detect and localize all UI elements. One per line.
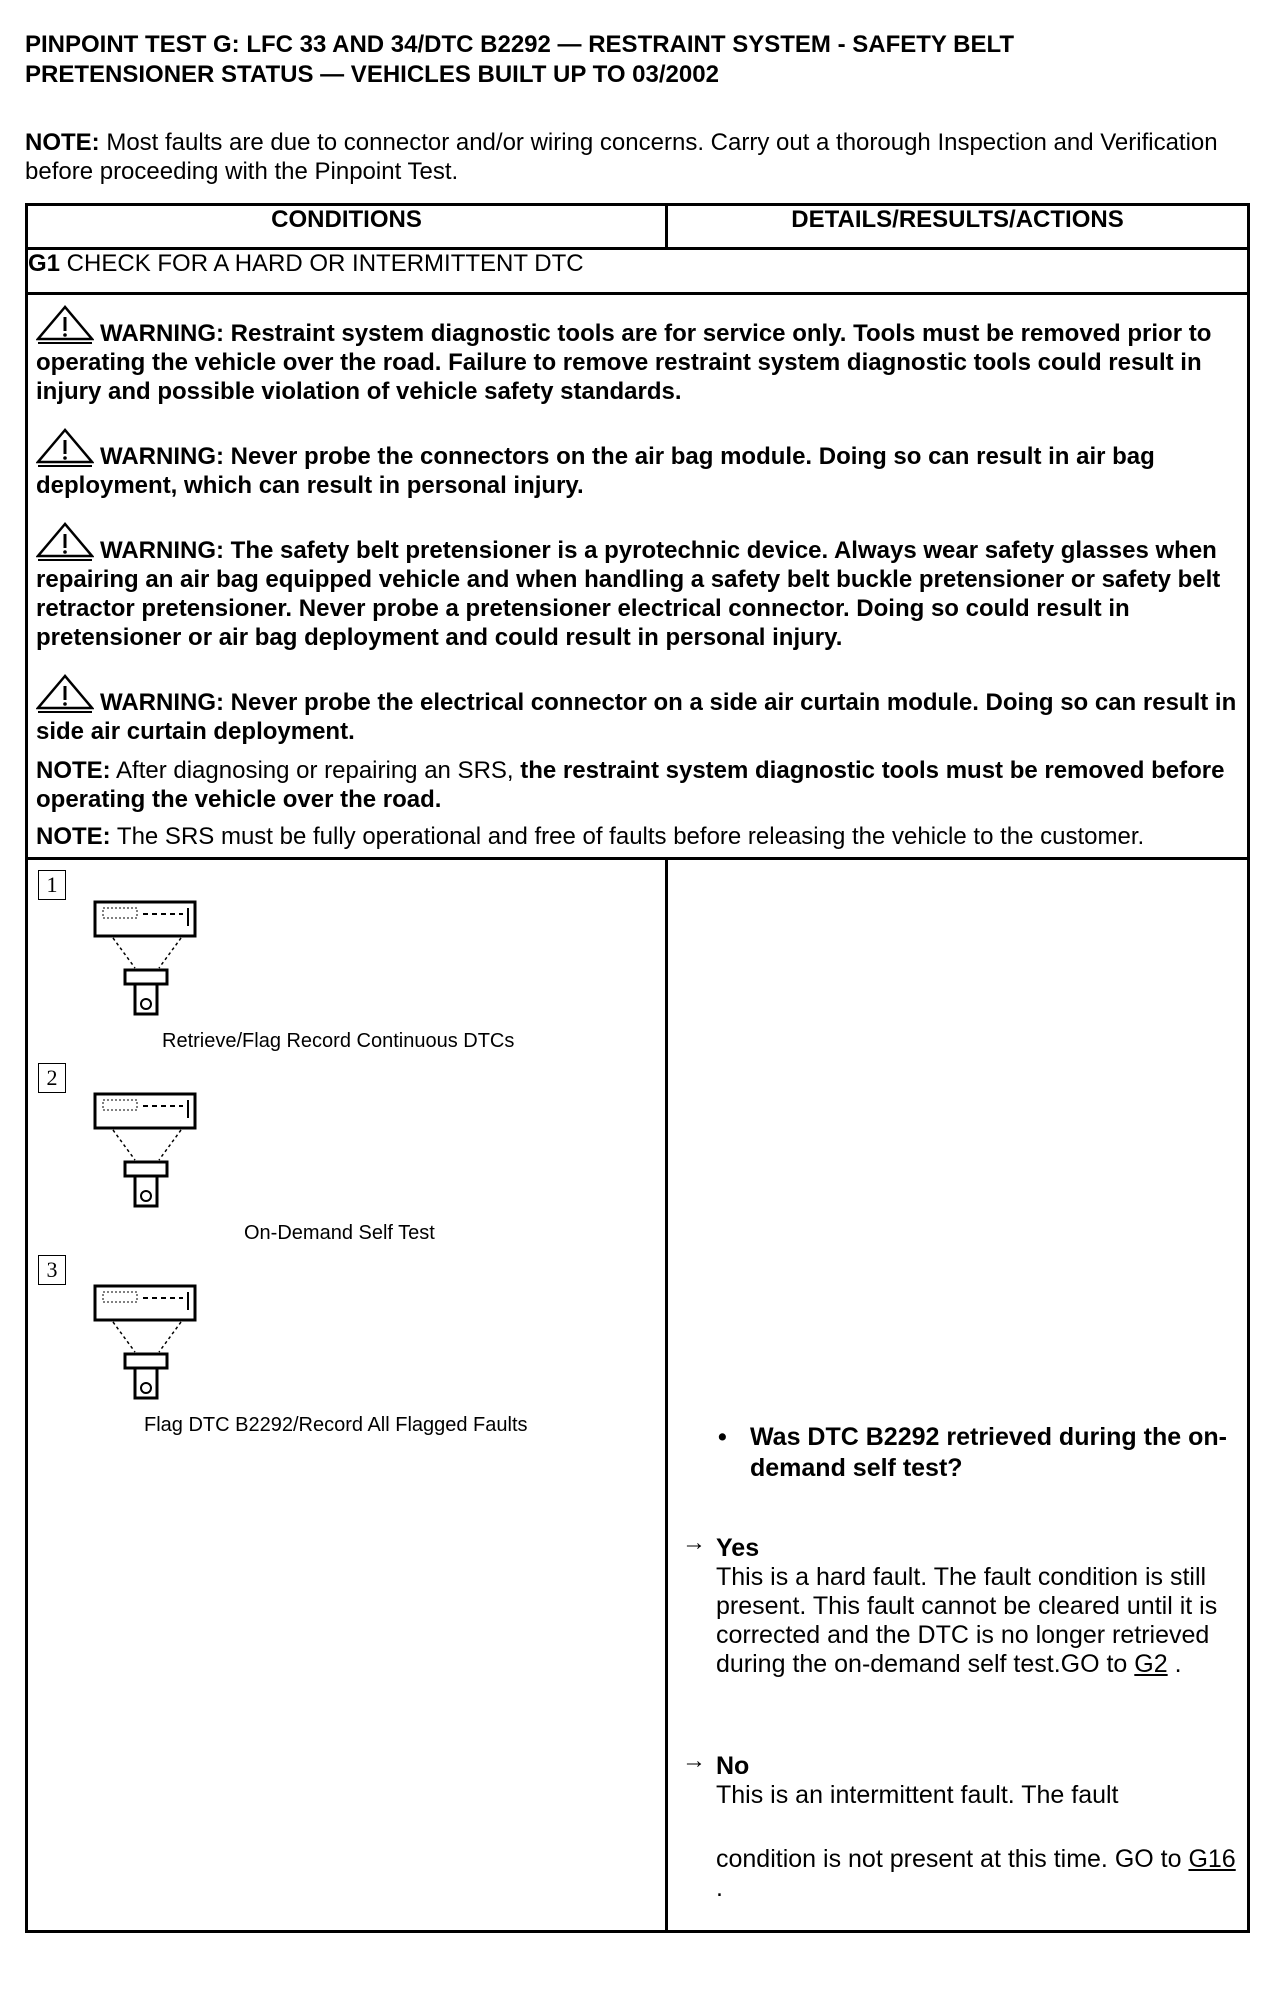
answer-yes-text: This is a hard fault. The fault condition is still present. This fault cannot be cleared until it is corrected and the DTC is no longer retrieved during the on-demand self test.GO to	[716, 1563, 1218, 1678]
warning-1-text: WARNING: Restraint system diagnostic tools are for service only. Tools must be removed prior to operating the vehicle over the road. Failure to remove restraint system diagnostic tools could result in injury and possible violation of vehicle safety standards.	[36, 320, 1212, 405]
step-number: 1	[38, 870, 66, 900]
goto-g16-link[interactable]: G16	[1188, 1845, 1236, 1873]
answer-no-text-2: condition is not present at this time. GO to	[716, 1845, 1189, 1873]
note-2-plain: The SRS must be fully operational and free of faults before releasing the vehicle to the customer.	[110, 823, 1145, 850]
step-2-caption: On-Demand Self Test	[244, 1222, 435, 1244]
pinpoint-table	[25, 203, 1250, 1933]
page-title	[25, 30, 1247, 90]
diagnostic-tool-icon	[93, 1092, 203, 1212]
warnings-cell	[27, 294, 1249, 859]
answer-no	[682, 1747, 1242, 1903]
note-1-bold: the restraint system diagnostic tools must be removed before operating the vehicle over the road.	[36, 757, 1225, 813]
details-cell	[667, 859, 1249, 1932]
answer-yes	[682, 1529, 1242, 1679]
note-2-label: NOTE:	[36, 823, 111, 850]
arrow-right-icon: →	[682, 1747, 706, 1774]
step-id: G1	[28, 250, 61, 277]
answer-no-line-1: This is an intermittent fault. The fault	[716, 1781, 1119, 1809]
warning-4-text: WARNING: Never probe the electrical connector on a side air curtain module. Doing so can result in side air curtain deployment.	[36, 689, 1237, 745]
title-line-2: PRETENSIONER STATUS — VEHICLES BUILT UP TO 03/2002	[25, 61, 719, 88]
warning-2-text: WARNING: Never probe the connectors on the air bag module. Doing so can result in air bag deployment, which can result in personal injury.	[36, 443, 1155, 499]
header-conditions: CONDITIONS	[27, 205, 667, 249]
warning-triangle-icon	[36, 428, 94, 468]
warning-1	[36, 305, 1239, 406]
step-3-caption: Flag DTC B2292/Record All Flagged Faults	[144, 1414, 528, 1436]
warning-2	[36, 428, 1239, 500]
warning-3	[36, 522, 1239, 652]
answer-no-body	[716, 1845, 1242, 1903]
warning-4	[36, 674, 1239, 746]
note-1	[36, 756, 1239, 814]
intro-note	[25, 128, 1247, 186]
step-title-row	[27, 249, 1249, 294]
arrow-right-icon: →	[682, 1529, 706, 1556]
question-text: Was DTC B2292 retrieved during the on-demand self test?	[750, 1423, 1227, 1482]
answer-no-label: No	[716, 1752, 750, 1780]
warning-triangle-icon	[36, 674, 94, 714]
intro-note-label: NOTE:	[25, 129, 100, 156]
header-details: DETAILS/RESULTS/ACTIONS	[667, 205, 1249, 249]
note-2	[36, 822, 1239, 851]
step-number: 3	[38, 1255, 66, 1285]
question	[718, 1422, 1238, 1484]
intro-note-text: Most faults are due to connector and/or wiring concerns. Carry out a thorough Inspection and Verification before proceeding with the Pinpoint Test.	[25, 129, 1218, 185]
conditions-cell	[27, 859, 667, 1932]
diagnostic-tool-icon	[93, 900, 203, 1020]
diagnostic-tool-icon	[93, 1284, 203, 1404]
note-1-plain: After diagnosing or repairing an SRS,	[110, 757, 521, 784]
answer-yes-label: Yes	[716, 1534, 760, 1562]
answer-yes-body	[716, 1563, 1242, 1679]
page	[25, 30, 1247, 186]
bullet-icon: •	[718, 1423, 727, 1451]
answer-no-after: .	[716, 1874, 723, 1902]
goto-g2-link[interactable]: G2	[1134, 1650, 1168, 1678]
step-1-caption: Retrieve/Flag Record Continuous DTCs	[162, 1030, 515, 1052]
warning-3-text: WARNING: The safety belt pretensioner is a pyrotechnic device. Always wear safety glasses when repairing an air bag equipped vehicle and when handling a safety belt buckle pretensioner or safety belt retractor pretensioner. Never probe a pretensioner electrical connector. Doing so could result in pretensioner or air bag deployment and could result in personal injury.	[36, 537, 1221, 651]
step-number: 2	[38, 1063, 66, 1093]
warning-triangle-icon	[36, 305, 94, 345]
title-line-1: PINPOINT TEST G: LFC 33 AND 34/DTC B2292 — RESTRAINT SYSTEM - SAFETY BELT	[25, 31, 1015, 58]
step-title: CHECK FOR A HARD OR INTERMITTENT DTC	[60, 250, 584, 277]
answer-yes-after: .	[1167, 1650, 1182, 1678]
note-1-label: NOTE:	[36, 757, 111, 784]
warning-triangle-icon	[36, 522, 94, 562]
